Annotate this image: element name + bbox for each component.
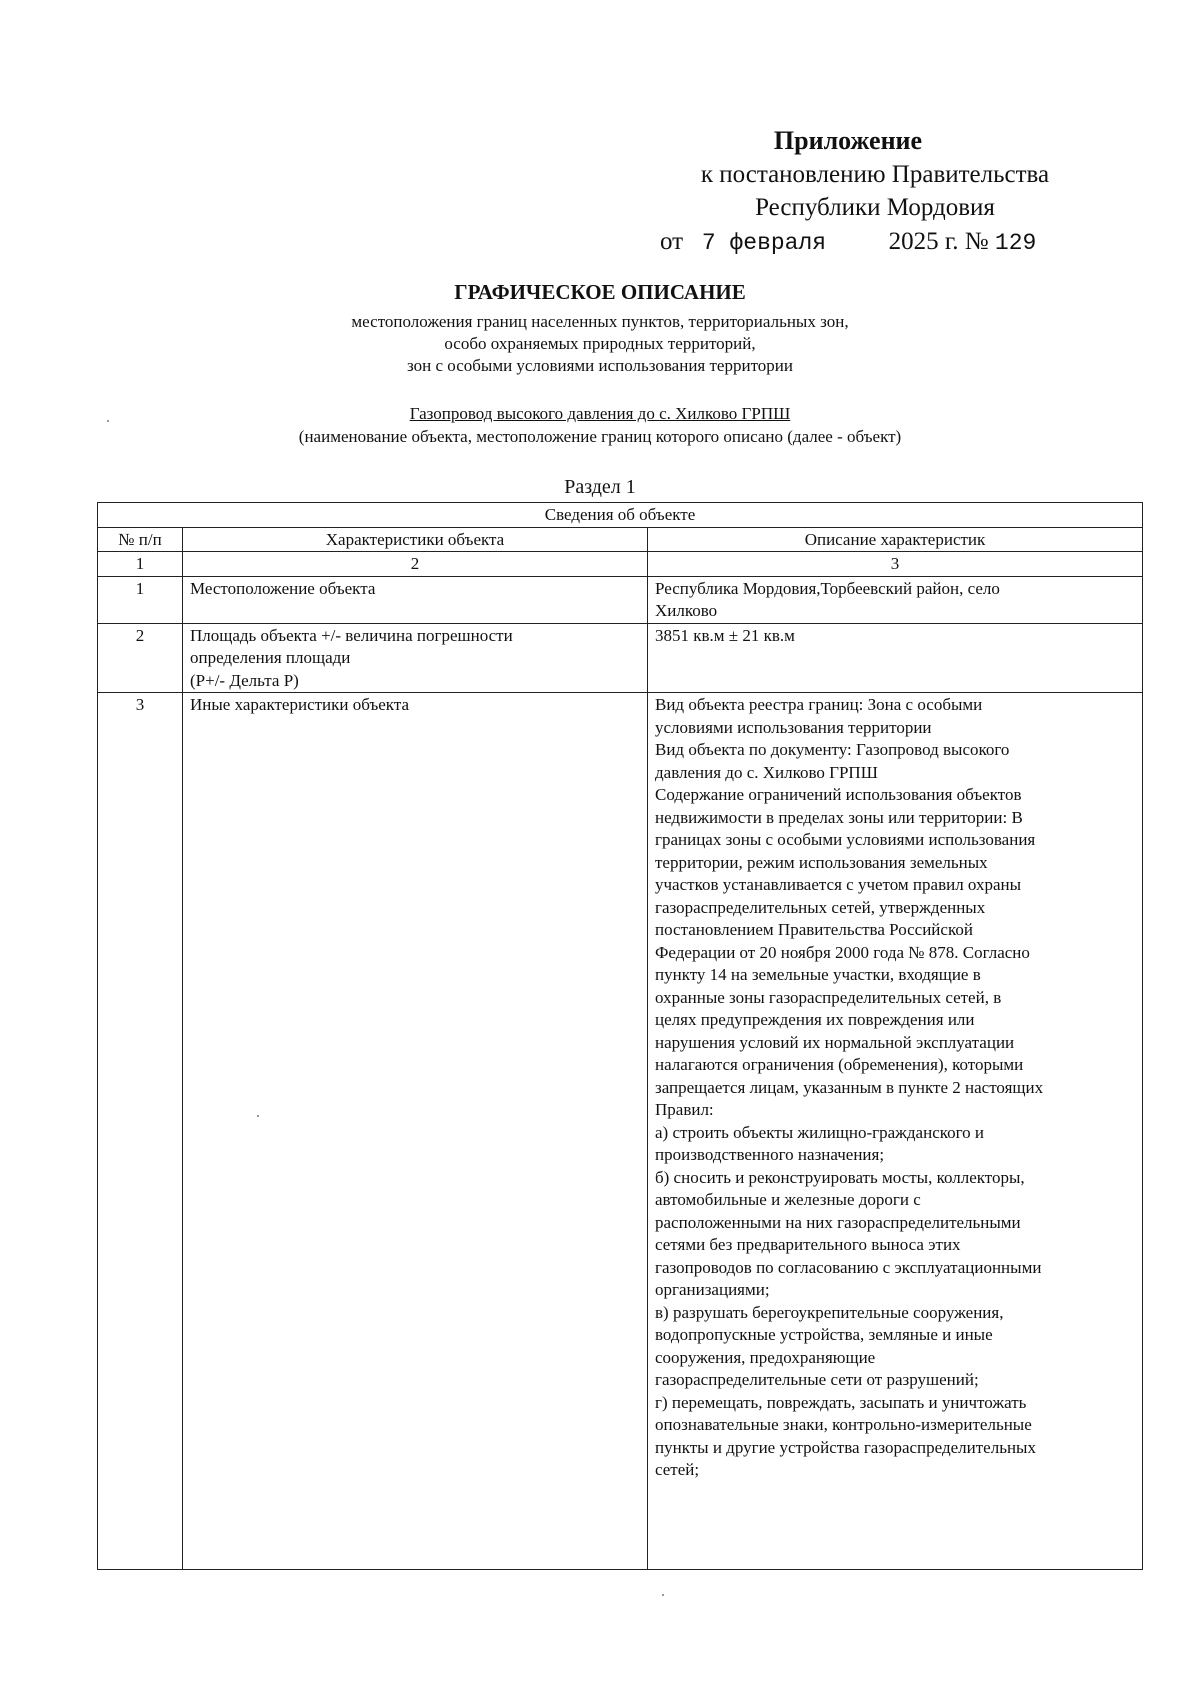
table-row — [98, 623, 1143, 693]
description-line: Федерации от 20 ноября 2000 года № 878. Согласно — [655, 942, 1030, 962]
document-subtitle — [0, 311, 1200, 377]
table-header-row — [98, 527, 1143, 552]
description-line: в) разрушать берегоукрепительные сооружения, — [655, 1302, 1004, 1322]
description-line: б) сносить и реконструировать мосты, коллекторы, — [655, 1167, 1025, 1187]
decree-number: 129 — [994, 230, 1037, 256]
table-row — [98, 693, 1143, 1570]
description-line: давления до с. Хилково ГРПШ — [655, 762, 878, 782]
description-line: Республика Мордовия,Торбеевский район, село — [655, 578, 1000, 598]
description-line: охранные зоны газораспределительных сетей, в — [655, 987, 1002, 1007]
description-line: сетями без предварительного выноса этих — [655, 1235, 961, 1254]
table-row — [98, 576, 1143, 623]
object-info-table — [97, 502, 1143, 1570]
description-line: а) строить объекты жилищно-гражданского и — [655, 1122, 985, 1142]
row-characteristic: Иные характеристики объекта — [183, 693, 648, 1570]
header-characteristic: Характеристики объекта — [183, 527, 648, 552]
description-line: опознавательные знаки, контрольно-измерительные — [655, 1415, 1032, 1434]
description-line: границах зоны с особыми условиями использования — [655, 830, 1036, 849]
subtitle-line: зон с особыми условиями использования территории — [407, 356, 793, 375]
scan-speck — [662, 1594, 664, 1596]
table-caption: Сведения об объекте — [98, 503, 1143, 528]
description-line: условиями использования территории — [655, 717, 932, 737]
characteristic-line: (Р+/- Дельта Р) — [190, 670, 299, 690]
appendix-title: Приложение — [773, 126, 923, 155]
description-line: пункту 14 на земельные участки, входящие в — [655, 965, 981, 984]
section-label: Раздел 1 — [564, 476, 636, 498]
row-number: 3 — [98, 693, 183, 1570]
scan-speck — [257, 1115, 259, 1117]
description-line: сооружения, предохраняющие — [655, 1347, 876, 1367]
description-line: газопроводов по согласованию с эксплуатационными — [655, 1257, 1042, 1277]
subtitle-line: местоположения границ населенных пунктов, территориальных зон, — [351, 312, 849, 331]
description-line: автомобильные и железные дороги с — [655, 1190, 921, 1209]
scan-speck — [107, 420, 109, 422]
description-line: Вид объекта по документу: Газопровод высокого — [655, 740, 1010, 759]
row-characteristic: Местоположение объекта — [183, 576, 648, 623]
object-name-line — [0, 404, 1200, 424]
description-line: Правил: — [655, 1100, 714, 1119]
characteristic-line: определения площади — [190, 648, 351, 667]
row-description — [648, 576, 1143, 623]
row-characteristic — [183, 623, 648, 693]
description-line: производственного назначения; — [655, 1145, 885, 1164]
description-line: организациями; — [655, 1280, 770, 1299]
description-line: Вид объекта реестра границ: Зона с особыми — [655, 695, 983, 714]
table-caption-row — [98, 503, 1143, 528]
object-name: Газопровод высокого давления до с. Хилково ГРПШ — [409, 404, 791, 423]
appendix-block — [640, 124, 1110, 261]
subtitle-line: особо охраняемых природных территорий, — [444, 334, 756, 353]
appendix-line-1: к постановлению Правительства — [700, 161, 1050, 188]
row-description — [648, 693, 1143, 1570]
header-description: Описание характеристик — [648, 527, 1143, 552]
description-line: водопропускные устройства, земляные и иные — [655, 1325, 993, 1344]
date-prefix: от — [660, 228, 684, 255]
appendix-date — [660, 224, 1110, 261]
date-day-month: 7 февраля — [701, 230, 827, 256]
column-number: 2 — [183, 552, 648, 577]
description-line: постановлением Правительства Российской — [655, 920, 973, 939]
header-num: № п/п — [98, 527, 183, 552]
description-line: запрещается лицам, указанным в пункте 2 настоящих — [655, 1077, 1044, 1097]
appendix-line-2: Республики Мордовия — [755, 194, 995, 221]
description-line: недвижимости в пределах зоны или территории: В — [655, 807, 1023, 827]
description-line: участков устанавливается с учетом правил охраны — [655, 875, 1022, 894]
row-number: 2 — [98, 623, 183, 693]
description-line: сетей; — [655, 1460, 700, 1479]
row-number: 1 — [98, 576, 183, 623]
description-line: нарушения условий их нормальной эксплуатации — [655, 1032, 1015, 1052]
description-line: Содержание ограничений использования объектов — [655, 785, 1022, 804]
document-title: ГРАФИЧЕСКОЕ ОПИСАНИЕ — [454, 280, 746, 304]
description-line: 3851 кв.м ± 21 кв.м — [655, 625, 795, 645]
description-line: расположенными на них газораспределительными — [655, 1212, 1021, 1232]
description-line: газораспределительные сети от разрушений; — [655, 1370, 979, 1389]
column-number: 1 — [98, 552, 183, 577]
date-year: 2025 г. № — [888, 228, 989, 255]
column-number-row — [98, 552, 1143, 577]
column-number: 3 — [648, 552, 1143, 577]
row-description — [648, 623, 1143, 693]
description-line: пункты и другие устройства газораспределительных — [655, 1437, 1036, 1457]
description-line: налагаются ограничения (обременения), которыми — [655, 1055, 1024, 1074]
description-line: г) перемещать, повреждать, засыпать и уничтожать — [655, 1392, 1027, 1412]
description-line: Хилково — [655, 601, 718, 620]
description-line: целях предупреждения их повреждения или — [655, 1010, 975, 1029]
description-line: газораспределительных сетей, утвержденных — [655, 897, 986, 917]
characteristic-line: Площадь объекта +/- величина погрешности — [190, 625, 513, 645]
object-name-note: (наименование объекта, местоположение границ которого описано (далее - объект) — [298, 427, 902, 446]
description-line: территории, режим использования земельных — [655, 852, 988, 872]
